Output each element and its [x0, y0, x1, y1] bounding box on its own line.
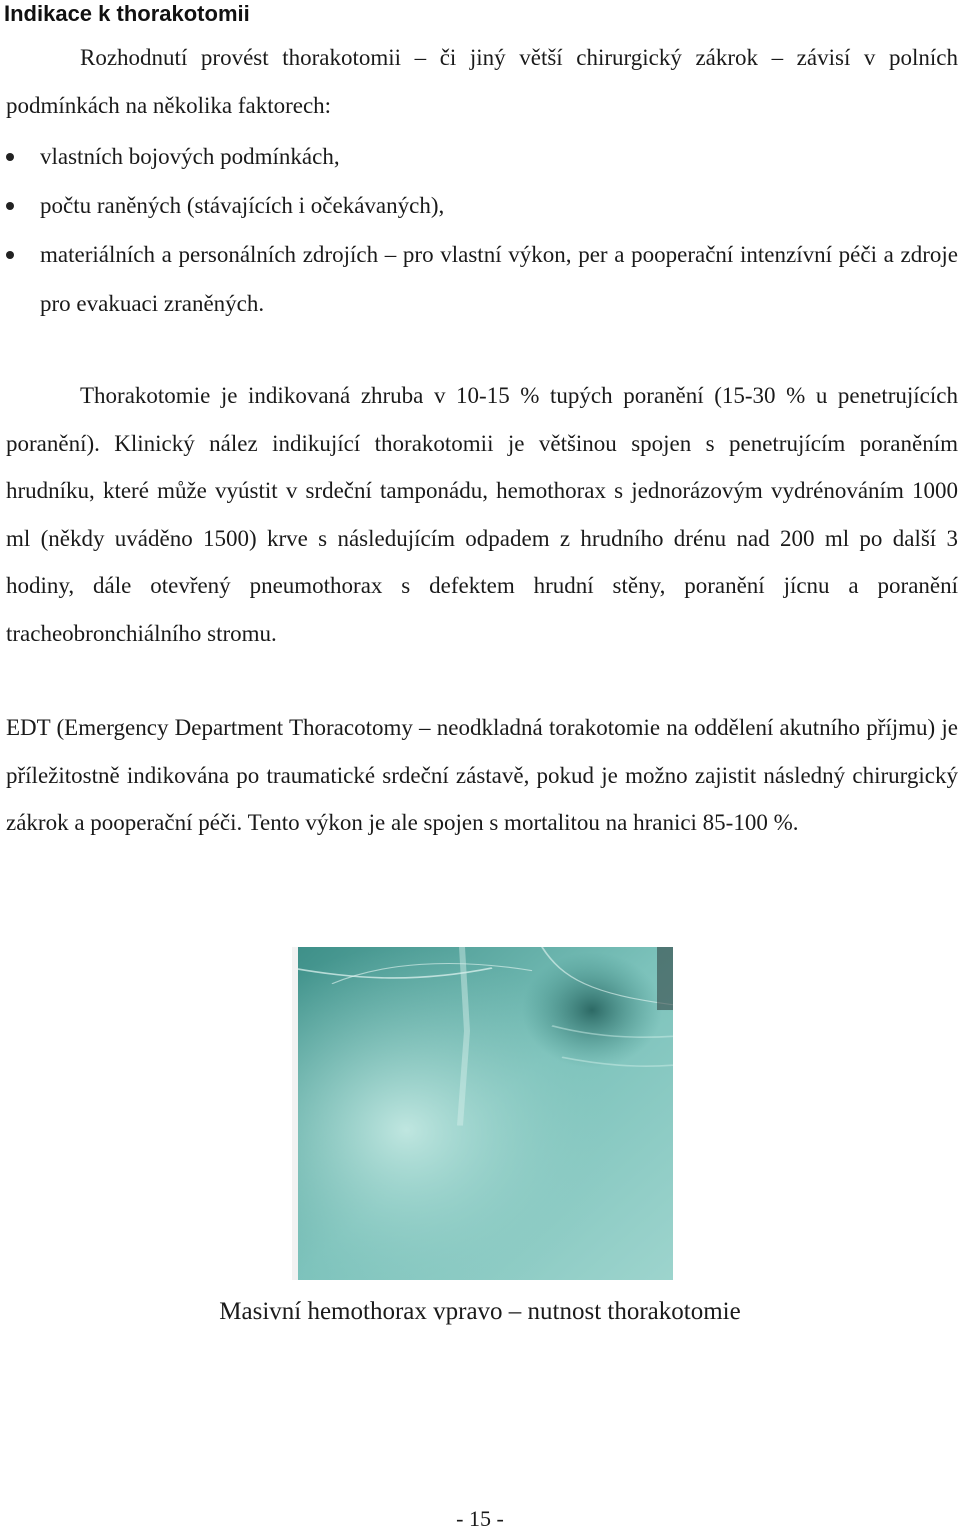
- chest-xray-image: [292, 947, 673, 1280]
- list-item: materiálních a personálních zdrojích – pro vlastní výkon, per a pooperační intenzívní péči a zdroje pro evakuaci zraněných.: [0, 230, 958, 328]
- factor-list: [0, 132, 958, 328]
- bullet-icon: [6, 251, 14, 259]
- intro-paragraph: Rozhodnutí provést thorakotomii – či jiný větší chirurgický zákrok – závisí v polních podmínkách na několika faktorech:: [6, 45, 958, 118]
- list-item: počtu raněných (stávajících i očekávaných),: [0, 181, 958, 230]
- edt-paragraph: EDT (Emergency Department Thoracotomy – neodkladná torakotomie na oddělení akutního příjmu) je příležitostně indikována po traumatické srdeční zástavě, pokud je možno zajistit následný chirurgický zákrok a pooperační péči. Tento výkon je ale spojen s mortalitou na hranici 85-100 %.: [6, 715, 958, 835]
- page-number: - 15 -: [456, 1506, 504, 1531]
- figure-caption: Masivní hemothorax vpravo – nutnost thorakotomie: [219, 1298, 741, 1325]
- page-title: Indikace k thorakotomii: [4, 1, 250, 26]
- bullet-icon: [6, 153, 14, 161]
- list-item: vlastních bojových podmínkách,: [0, 132, 958, 181]
- bullet-icon: [6, 202, 14, 210]
- indication-paragraph: Thorakotomie je indikovaná zhruba v 10-15 % tupých poranění (15-30 % u penetrujících poranění). Klinický nález indikující thorakotomii je většinou spojen s penetrujícím poraněním hrudníku, které může vyústit v srdeční tamponádu, hemothorax s jednorázovým vydrénováním 1000 ml (někdy uváděno 1500) krve s následujícím odpadem z hrudního drénu nad 200 ml po další 3 hodiny, dále otevřený pneumothorax s defektem hrudní stěny, poranění jícnu a poranění tracheobronchiálního stromu.: [6, 383, 958, 646]
